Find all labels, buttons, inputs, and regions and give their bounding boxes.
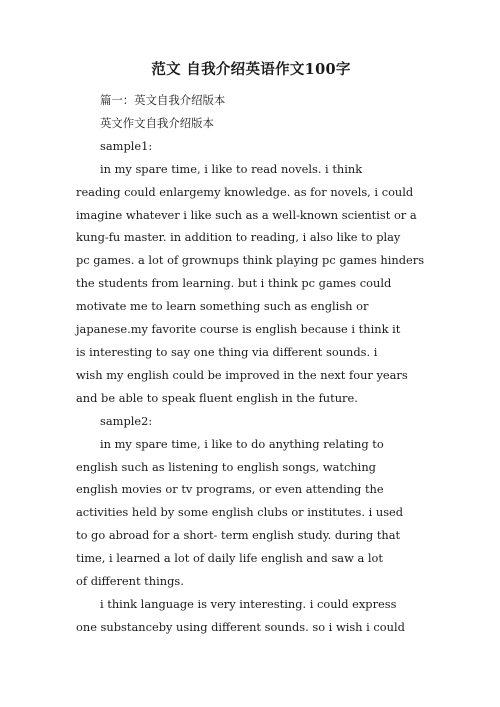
text-line: pc games. a lot of grownups think playing pc games hinders bbox=[76, 253, 425, 268]
text-line: and be able to speak fluent english in the future. bbox=[76, 390, 358, 405]
text-line: one substanceby using different sounds. so i wish i could bbox=[76, 619, 405, 634]
document-body bbox=[76, 89, 426, 639]
document-title: 范文 自我介绍英语作文100字 bbox=[151, 61, 351, 78]
text-line: wish my english could be improved in the next four years bbox=[76, 367, 408, 382]
text-line: in my spare time, i like to do anything relating to bbox=[100, 436, 384, 451]
text-line: of different things. bbox=[76, 574, 184, 589]
text-line: to go abroad for a short- term english study. during that bbox=[76, 528, 401, 543]
text-line: the students from learning. but i think pc games could bbox=[76, 276, 392, 291]
text-line: activities held by some english clubs or institutes. i used bbox=[76, 505, 404, 520]
text-line: english movies or tv programs, or even attending the bbox=[76, 482, 384, 497]
text-line: sample2: bbox=[100, 413, 153, 428]
text-line: motivate me to learn something such as english or bbox=[76, 299, 369, 314]
text-line: english such as listening to english songs, watching bbox=[76, 459, 376, 474]
text-line: sample1: bbox=[100, 138, 153, 153]
text-line: i think language is very interesting. i could express bbox=[100, 596, 397, 611]
text-line: imagine whatever i like such as a well-known scientist or a bbox=[76, 207, 417, 222]
text-line: is interesting to say one thing via different sounds. i bbox=[76, 344, 378, 359]
text-line: 英文作文自我介绍版本 bbox=[100, 115, 214, 130]
text-line: reading could enlargemy knowledge. as for novels, i could bbox=[76, 184, 414, 199]
text-line: japanese.my favorite course is english because i think it bbox=[76, 322, 401, 337]
text-line: in my spare time, i like to read novels. i think bbox=[100, 161, 363, 176]
text-line: kung-fu master. in addition to reading, i also like to play bbox=[76, 230, 401, 245]
text-line: time, i learned a lot of daily life english and saw a lot bbox=[76, 551, 383, 566]
text-line: 篇一：英文自我介绍版本 bbox=[100, 93, 226, 107]
